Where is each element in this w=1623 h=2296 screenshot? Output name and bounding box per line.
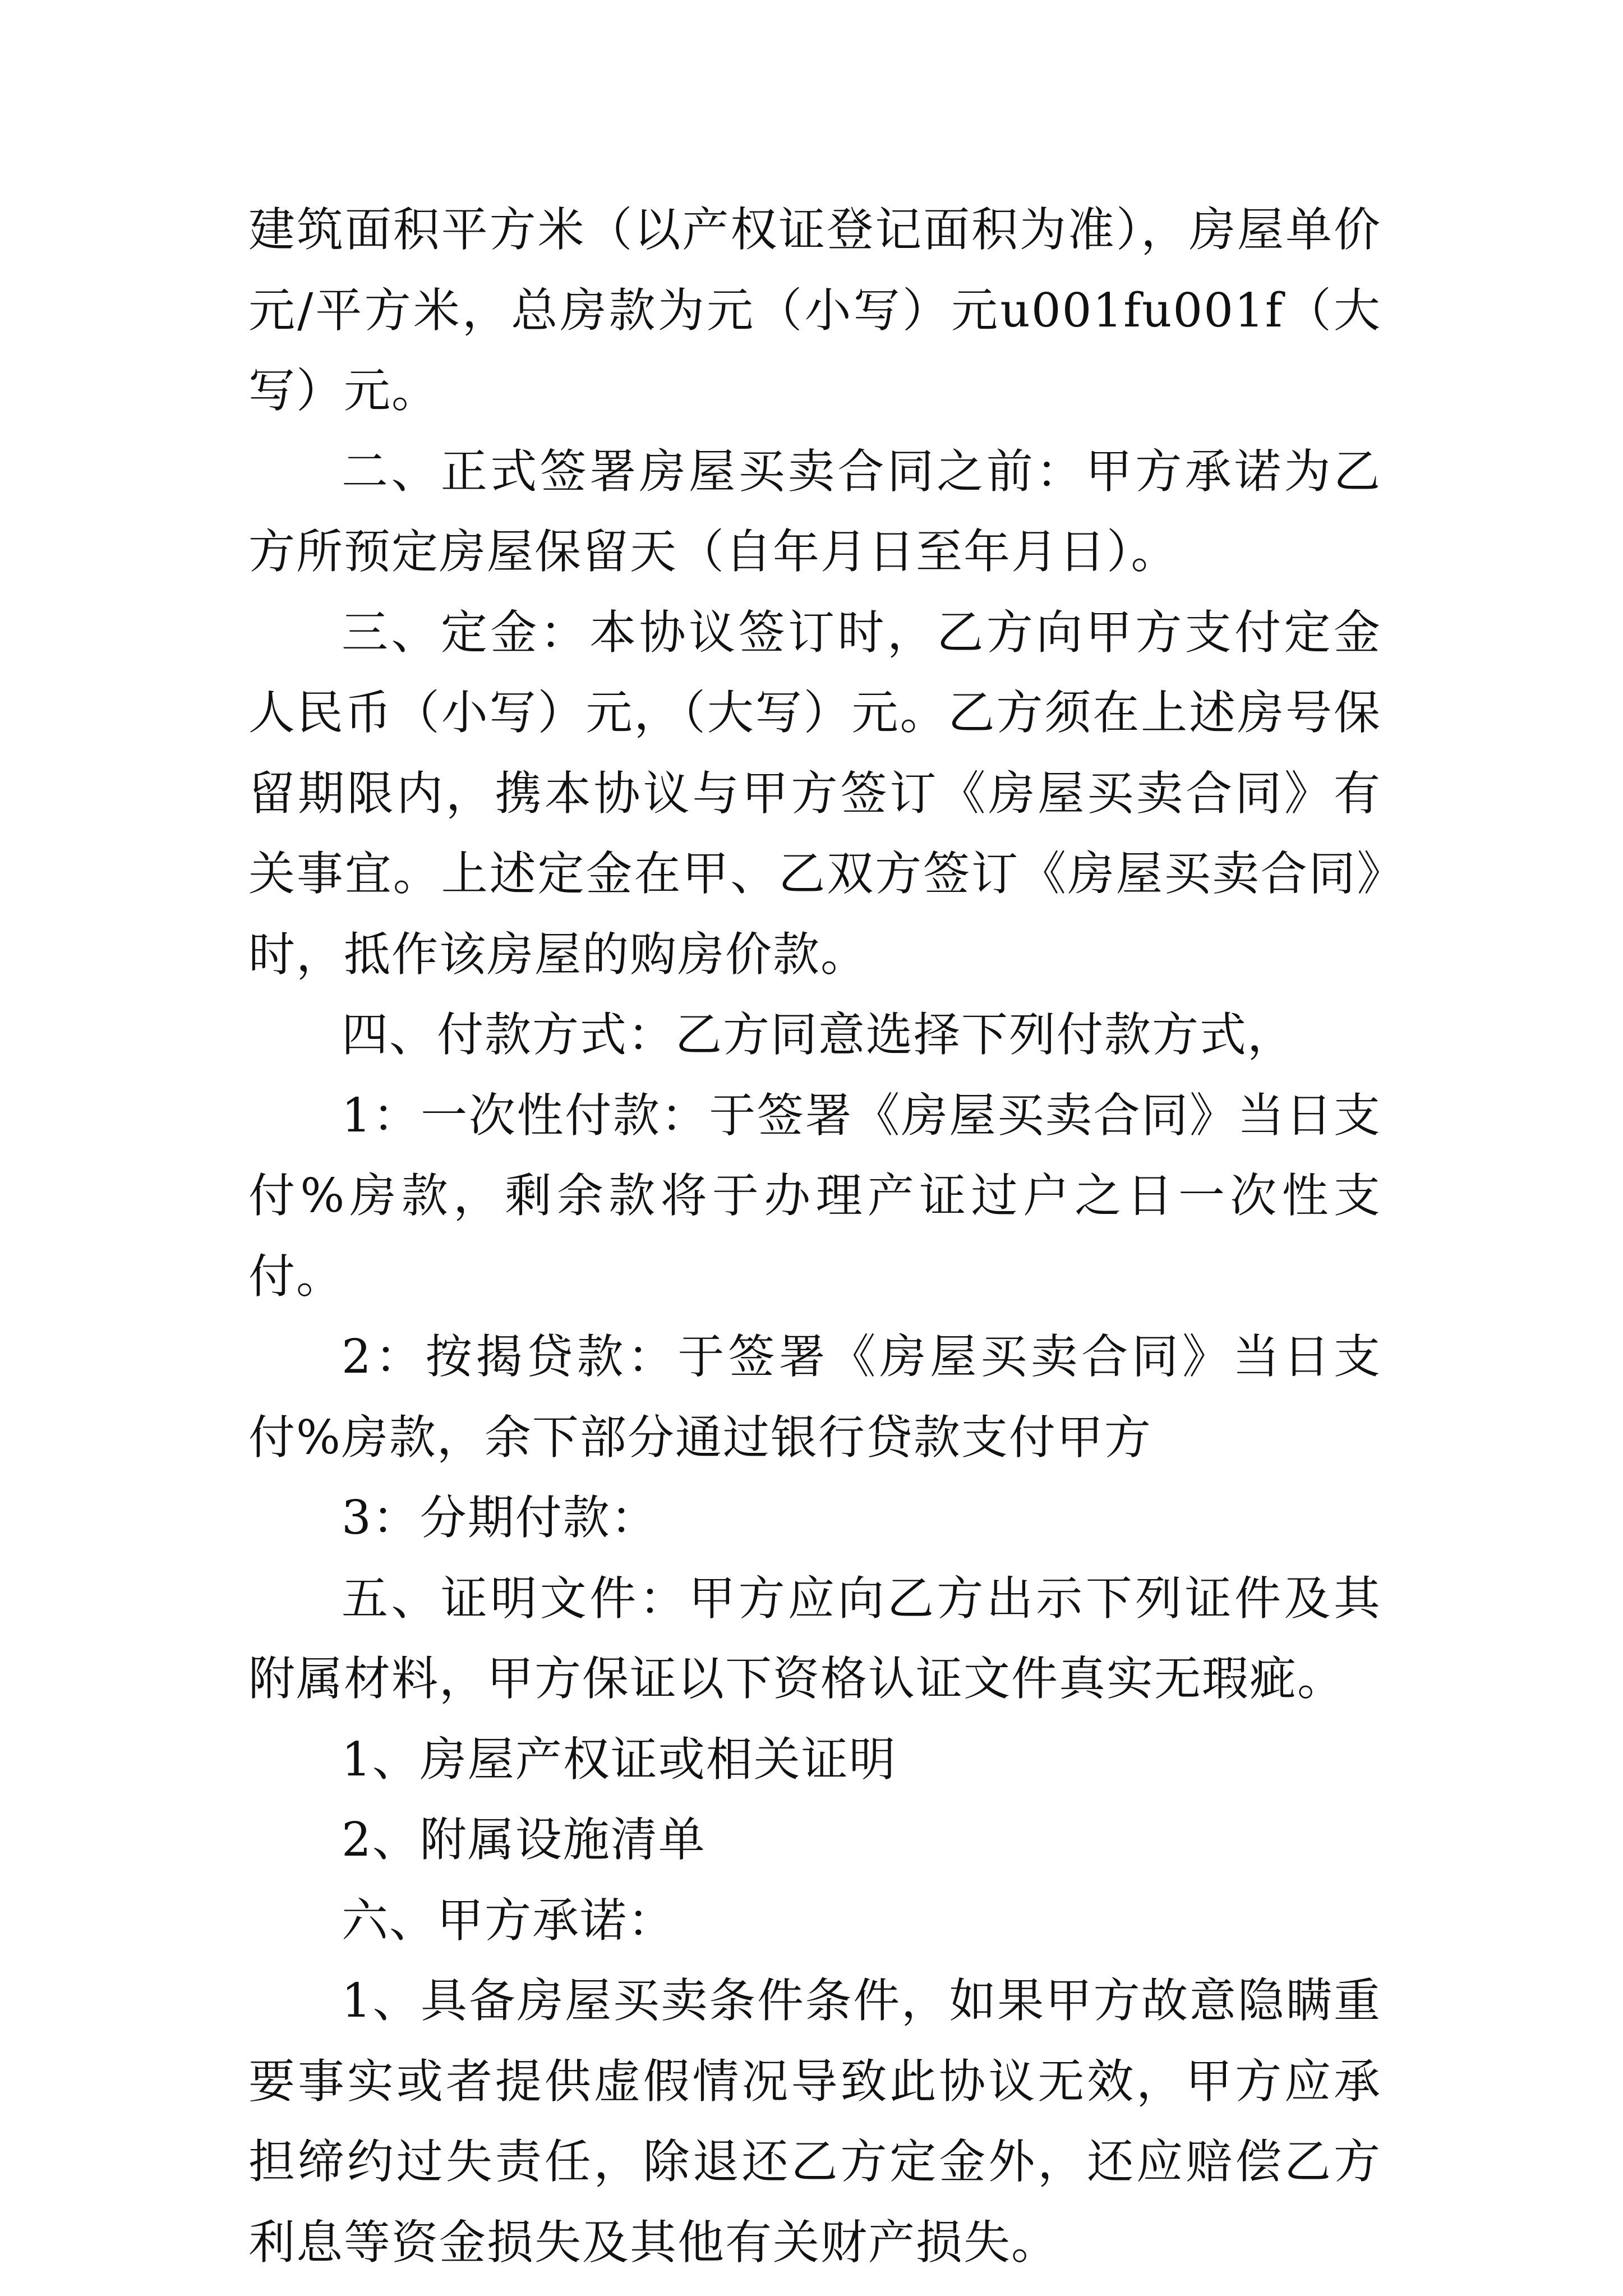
paragraph-payment-option-1: 1：一次性付款：于签署《房屋买卖合同》当日支付%房款，剩余款将于办理产证过户之日一次性支付。 xyxy=(248,1088,1381,1304)
paragraph-document-item-2: 2、附属设施清单 xyxy=(342,1812,706,1867)
paragraph-area-and-price: 建筑面积平方米（以产权证登记面积为准），房屋单价元/平方米，总房款为元（小写）元u001fu001f（大写）元。 xyxy=(248,203,1381,418)
paragraph-clause-5-documents: 五、证明文件：甲方应向乙方出示下列证件及其附属材料，甲方保证以下资格认证文件真实无瑕疵。 xyxy=(248,1571,1381,1706)
paragraph-clause-6-party-a-promise: 六、甲方承诺： xyxy=(342,1893,675,1948)
paragraph-payment-option-3: 3：分期付款： xyxy=(342,1490,658,1545)
paragraph-clause-4-payment-method: 四、付款方式：乙方同意选择下列付款方式， xyxy=(342,1007,1295,1062)
paragraph-clause-3-deposit: 三、定金：本协议签订时，乙方向甲方支付定金人民币（小写）元，（大写）元。乙方须在上述房号保留期限内，携本协议与甲方签订《房屋买卖合同》有关事宜。上述定金在甲、乙双方签订《房屋买卖合同》时，抵作该房屋的购房价款。 xyxy=(248,605,1381,982)
paragraph-document-item-1: 1、房屋产权证或相关证明 xyxy=(342,1732,897,1787)
document-body xyxy=(248,190,1381,2283)
paragraph-payment-option-2: 2：按揭贷款：于签署《房屋买卖合同》当日支付%房款，余下部分通过银行贷款支付甲方 xyxy=(248,1329,1381,1465)
paragraph-promise-item-1: 1、具备房屋买卖条件条件，如果甲方故意隐瞒重要事实或者提供虚假情况导致此协议无效，甲方应承担缔约过失责任，除退还乙方定金外，还应赔偿乙方利息等资金损失及其他有关财产损失。 xyxy=(248,1973,1381,2270)
paragraph-clause-2-reservation: 二、正式签署房屋买卖合同之前：甲方承诺为乙方所预定房屋保留天（自年月日至年月日）。 xyxy=(248,444,1381,579)
